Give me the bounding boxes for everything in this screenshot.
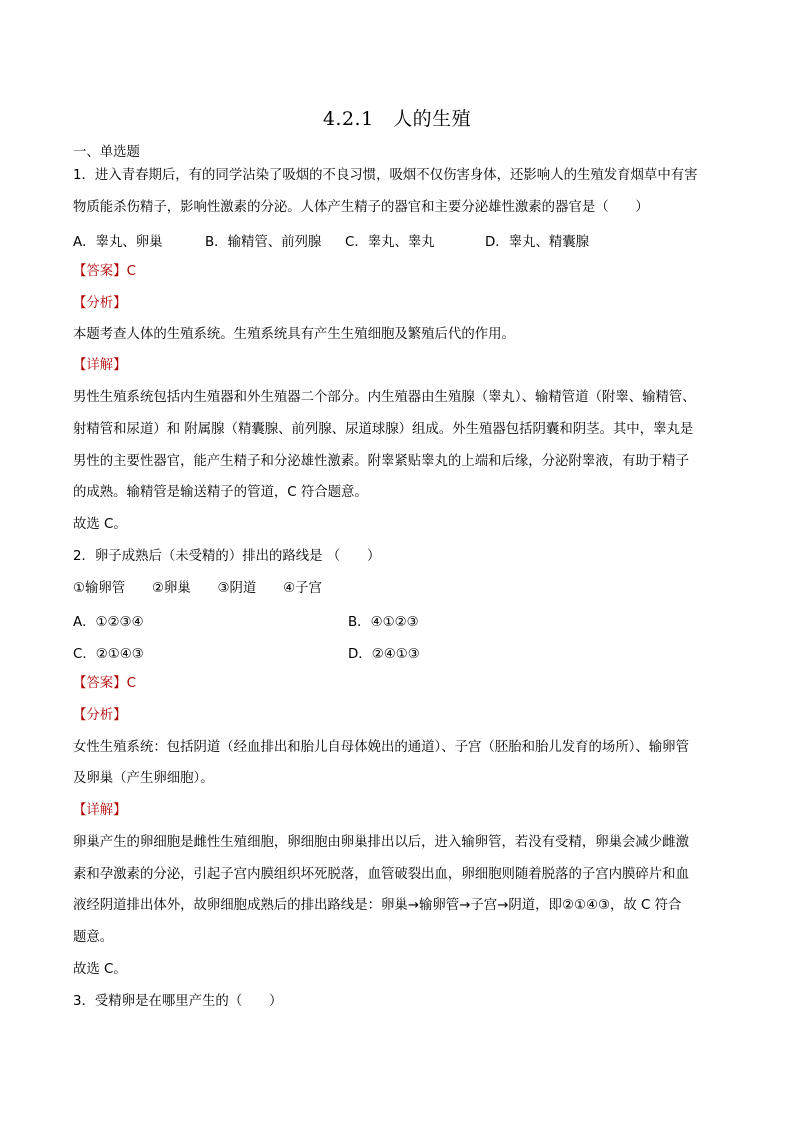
q1-option-b: B．输精管、前列腺 bbox=[205, 235, 322, 250]
q2-detail-line-3: 液经阴道排出体外，故卵细胞成熟后的排出路线是：卵巢→输卵管→子宫→阴道，即②①④③，故 C 符合 bbox=[73, 898, 682, 913]
q2-analysis-line-2: 及卵巢（产生卵细胞）。 bbox=[73, 771, 214, 786]
q1-option-d: D．睾丸、精囊腺 bbox=[485, 235, 590, 250]
answer-value: C bbox=[126, 676, 136, 691]
q1-stem-line-1: 1．进入青春期后，有的同学沾染了吸烟的不良习惯，吸烟不仅伤害身体，还影响人的生殖发育烟草中有害 bbox=[73, 168, 698, 183]
q2-option-c: C．②①④③ bbox=[73, 647, 144, 662]
q2-detail-label: 【详解】 bbox=[73, 803, 127, 818]
answer-label: 【答案】 bbox=[73, 264, 127, 279]
q2-analysis-label: 【分析】 bbox=[73, 708, 127, 723]
q1-conclusion: 故选 C。 bbox=[73, 517, 127, 532]
q1-option-a: A．睾丸、卵巢 bbox=[73, 235, 163, 250]
q1-detail-line-4: 的成熟。输精管是输送精子的管道，C 符合题意。 bbox=[73, 485, 368, 500]
q2-stem-line-1: 2．卵子成熟后（未受精的）排出的路线是 （ ） bbox=[73, 549, 381, 564]
answer-label: 【答案】 bbox=[73, 676, 127, 691]
q2-option-b: B．④①②③ bbox=[348, 615, 419, 630]
q1-detail-line-2: 射精管和尿道）和 附属腺（精囊腺、前列腺、尿道球腺）组成。外生殖器包括阴囊和阴茎。其中，睾丸是 bbox=[73, 422, 694, 437]
q2-detail-line-1: 卵巢产生的卵细胞是雌性生殖细胞，卵细胞由卵巢排出以后，进入输卵管，若没有受精，卵巢会减少雌激 bbox=[73, 835, 689, 850]
q2-analysis-line-1: 女性生殖系统：包括阴道（经血排出和胎儿自母体娩出的通道）、子宫（胚胎和胎儿发育的场所）、输卵管 bbox=[73, 740, 689, 755]
q2-option-a: A．①②③④ bbox=[73, 615, 144, 630]
q1-option-c: C．睾丸、睾丸 bbox=[345, 235, 435, 250]
q2-detail-line-2: 素和孕激素的分泌，引起子宫内膜组织坏死脱落，血管破裂出血，卵细胞则随着脱落的子宫内膜碎片和血 bbox=[73, 867, 689, 882]
q1-detail-line-3: 男性的主要性器官，能产生精子和分泌雄性激素。附睾紧贴睾丸的上端和后缘，分泌附睾液，有助于精子 bbox=[73, 454, 689, 469]
q2-conclusion: 故选 C。 bbox=[73, 962, 127, 977]
q2-answer-row bbox=[73, 675, 136, 693]
q2-items: ①输卵管 ②卵巢 ③阴道 ④子宫 bbox=[73, 581, 322, 596]
answer-value: C bbox=[126, 264, 136, 279]
section-heading: 一、单选题 bbox=[73, 145, 140, 160]
q1-analysis-label: 【分析】 bbox=[73, 296, 127, 311]
q1-analysis-line-1: 本题考查人体的生殖系统。生殖系统具有产生生殖细胞及繁殖后代的作用。 bbox=[73, 327, 515, 342]
q2-detail-line-4: 题意。 bbox=[73, 930, 114, 945]
q3-stem-line-1: 3．受精卵是在哪里产生的（ ） bbox=[73, 994, 283, 1009]
document-title: 4.2.1 人的生殖 bbox=[322, 108, 472, 130]
q1-stem-line-2: 物质能杀伤精子，影响性激素的分泌。人体产生精子的器官和主要分泌雄性激素的器官是（ ） bbox=[73, 200, 649, 215]
q2-option-d: D．②④①③ bbox=[348, 647, 420, 662]
q1-detail-label: 【详解】 bbox=[73, 358, 127, 373]
q1-answer-row bbox=[73, 263, 136, 281]
q1-detail-line-1: 男性生殖系统包括内生殖器和外生殖器二个部分。内生殖器由生殖腺（睾丸）、输精管道（附睾、输精管、 bbox=[73, 390, 696, 405]
